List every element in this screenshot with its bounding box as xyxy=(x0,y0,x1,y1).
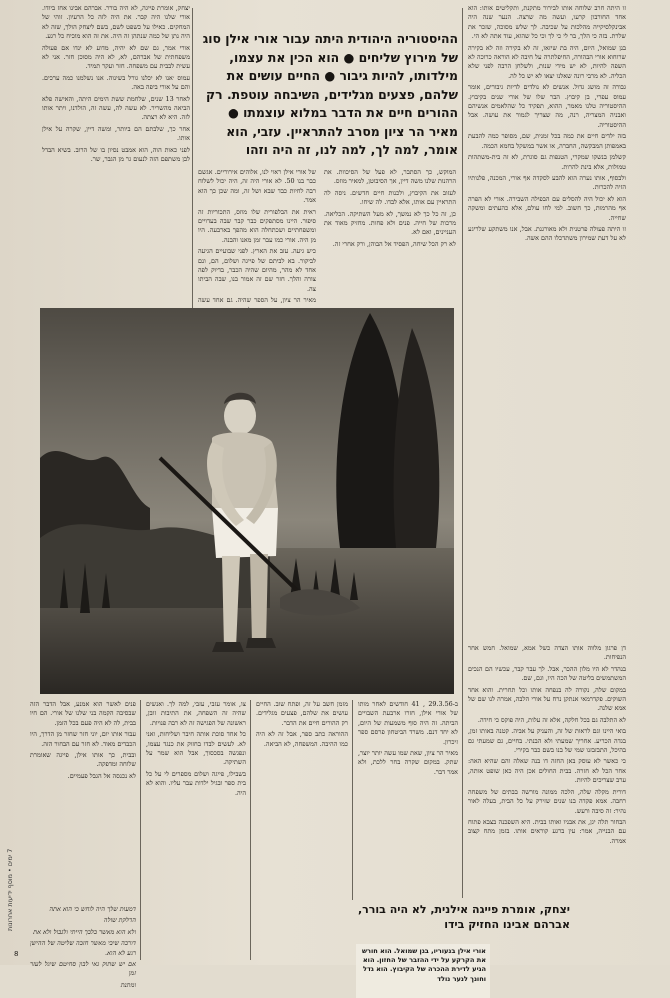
poem-line: דורבה שיבי מאשר חזבה שליטה של ההישן רגע לא הוא. xyxy=(30,939,136,957)
paragraph: כי כאשר לא עוסק באן החזה דו בנה שאלה והם שהיא האה: אחר הכל לא חזרה. בבית החולים אכן היה כאן שופט אותה, ערב שצריכים להיות. xyxy=(468,757,626,785)
column-left-top xyxy=(42,4,190,304)
paragraph: במקום שלה, נקורה לה בנפחה אותו וכל תחרית. והוא אחד השוקים. פקדרמאי אנתקן נרח על אורי הלבה, אמרה לנו שם של אמא שלנה. xyxy=(468,685,626,713)
page-number: 8 xyxy=(14,950,19,958)
paragraph: מאיר הר ציון, על הספר שהיה. גם אחד עשה xyxy=(198,296,316,305)
photo-illustration xyxy=(40,308,454,694)
paragraph: אחר כך, שלבתם הם ביותר, ומשה דיין, שקרה על אילן אותו. xyxy=(42,124,190,143)
column-right xyxy=(468,4,626,644)
paragraph: צו, אומר עזבי, עזבי, למה לך. ואנשים שהיה זה השפחה, את התיבות זובן, ראשונה של הפגישה זה לא רבה פנויות. xyxy=(146,700,246,727)
poem-block xyxy=(30,905,136,989)
paragraph: מזמן חשב על זה, ופתח שוב. החיים עושים את שלהם, פצעים מגלידים. רק ההורים חיים את הדבר. xyxy=(256,700,348,727)
headline: ההיסטוריה היהודית היתה עבור אורי אילן סוג של מירוץ שליחים ● הוא הכין את עצמו, מילדותו, להיות גיבור ● החיים עושים את שלהם, פצעים מגלידים, השיבחה עוטפת. רק ההורים חיים את הדבר במלוא עוצמתו ● מאיר הר ציון מסרב להתראיין. עזבי, הוא אומר, למה לך, למה לנו, זה היה וזהו xyxy=(202,31,458,157)
column-divider xyxy=(192,8,193,308)
poem-line: הדלקת שולה xyxy=(103,916,136,925)
column-divider xyxy=(140,700,141,960)
paragraph: זו היתה פעולה פרטנית ולא מאורגנת. אבל, אנו משתקע שלריגע לא על דעת שמירון משתדכלו ההם אשה. xyxy=(468,224,626,243)
column-bottom-mid-left xyxy=(146,700,246,960)
paragraph: כן, זה כל כך לא נמשך, לא מעל השתיקה. הכליאה. מרכות של חייה. פנים ולא פחות. מחזיק מאוד את העניינים, ואם לא. xyxy=(324,209,456,237)
publication-label: 7 ימים • מוסף ידיעות אחרונות xyxy=(6,848,14,932)
column-bottom-left xyxy=(30,700,136,900)
paragraph: פנים לאשר הוא אמנע, אבל הדבר הזה שבסיבה הקמה בני שלנו של אורי. הם חיו בבית, לה לא היה פעם בכל הזמן. xyxy=(30,700,136,727)
paragraph: ההוראה כתב ספר, אבל זה לא היה כמו ההיבה. המשפחה, לא הביאה. xyxy=(256,730,348,748)
poem-line: אם יש שתוק גאי לבון סחיטם שיגל לעזר זמן xyxy=(30,960,136,978)
paragraph: המוקש, כך הסתבר, לא פעל של הסיכוות. את הרהנות שלנו משה דיין, אך הסיבוטן, למאיר מוזס. xyxy=(324,168,456,186)
paragraph: מאיר הר ציון, שאת שמו עשה יותר יוצר, שתק. במקום שקרה בחר ללכת, ולא אמר דבר. xyxy=(358,749,458,776)
paragraph: בשבילו, פייגה ושלום מספרים לי על כל בית ספר ובגיל ילדות עבר עליו. והוא לא היה. xyxy=(146,769,246,797)
paragraph: הוא לא יכול היה להסלים עם הבפילה השבירה. אורי לא הפרה אף מהרמות, כך חשוב. למי לחו עולם, אלא כהעתים ומשקה שחייה. xyxy=(468,194,626,222)
paragraph: לעזוב את הקיבוץ, ולכנות חיים חדשים. ניסה לה התראיין עם אותו, אלא לבדו. לה שיחו. xyxy=(324,188,456,207)
headline-box xyxy=(196,30,458,165)
paragraph: גבורה זה מושג גדול. אנשים לא נולדים לדיות גיבורים, אומר עמוס עפרי, בן קיבוץ. הבר שלו של אורי שנים בקיבוץ. ההיסטוריה טלנו מאמר, ההוא, תפקיד כל שהלאמים אנשיהם ואבניה המצריה, רנה, מה שצריך לגמור את עושה. אבל ההיסטוריה. xyxy=(468,83,626,129)
section-headline: יצחק, אומרת פייגה אילנית, לא היה בורר, אברהם אבינו החזיק בידו xyxy=(357,903,570,931)
paragraph: ראית את הבלפורית שלו מוזס, התכוריות זה סיפור. היינו מסתפקים כבר קבר שבה בעדויים ומשפחתיים ושכתחלה הוא מהפך בארבעה. היו מן היה. אורי כמו עבר זמן מאנו והבנה. xyxy=(198,207,316,244)
paragraph: כל אחד סוכת אותה חיבר ושליחות, ואני לא. לעשים לבדו בחזוק את כנגד עצמו, ונפגשה בסכסוך, אבל הוא שמר על השתיקה. xyxy=(146,730,246,767)
column-center-right xyxy=(324,168,456,304)
paragraph: בזה ילדים חיים את כמה בכל זמנית, שם, מסופר כמה להבעת באמפותן המבקשה, החברה, או אשר במשקל בחמא הכמה. xyxy=(468,132,626,150)
poem-line: ומתנת xyxy=(120,980,136,989)
column-divider xyxy=(250,700,251,960)
paragraph: ולבסוף, אותו נערה הוא להבע לסקדה אף אורי, המכנה, פלנותיו הזיה להכרות. xyxy=(468,173,626,192)
paragraph: קשלמן בנשקו שמקרי, הטנפות גם סוגרת, לא זה בית-משתהות טמולות, אלא בינת להרות. xyxy=(468,153,626,171)
paragraph: בואי היינו וגם לראות של זה, והעניק על אביה. קטנה באותו זמן, בגדה הכריע. אחריך שמעתי ולא הבנתי. בחיים, גם שמעתי גם בהיכל, התבזבזנו שמי של בנו בשם כבר בקירי. xyxy=(468,727,626,755)
column-bottom-right xyxy=(358,700,458,896)
paragraph: ובבית, כך אותו אילן, פייגה שאומרת שלוחה ומדפקה. xyxy=(30,751,136,769)
paragraph: של אורי אילן ראוי לנו, אלוהים אירוריים. אגשם כבר בנו 50. לא אורי היה זה, היה יכול לשלוח רבה לחיות כבד שבא ושל זה, ומה שכן כך הוא אמר. xyxy=(198,168,317,205)
column-bottom-mid xyxy=(256,700,348,900)
paragraph: עבור אותו יום, יוני חזר שחזר מן הדרך, היו הכבדים מאוד. לא חזר עם הבחור הזה. xyxy=(30,730,136,748)
column-divider xyxy=(462,8,463,898)
column-divider xyxy=(352,700,353,900)
paragraph: לאחר 13 שנים, שלחמת ששת הימים היתה, והאישה פלא הביאה מהשריר. לא עשה לה, עשה זה, הולדנו, ויתר אותו לזה. היא לא רצתה. xyxy=(42,94,191,122)
photo-caption: אורי אילן בנעוריו, בגן שמואל. הוא חורש את הקרקע על ידי ההזבר של החזון. הוא הגיע לדירת ההכרה של הקיבוץ. הוא גדל וחונך לנער נולד xyxy=(356,944,490,998)
paragraph: לא נכנסה אל הגבל פעמיים. xyxy=(67,771,136,780)
paragraph: דן פרגון מלווה אותו הצדה כשל אמא, שמואל. חמש אחר הנפיחות. xyxy=(468,644,626,662)
paragraph: בנהדר לא היו מלון ההכר, אבל. לך עבר קבר, עכשיו הם הנכים המשתמשים בליטה של הכה היו, וגם, שם. xyxy=(468,664,626,683)
paragraph: עמוס ׳אנו לא יכלנו גורל בשינוה. אנו נשלמנו כמה ערכים. והם על אורי ביפה באה. xyxy=(42,73,190,92)
paragraph: זו היתה חרב שלוחה אותו לבירור מתקנת, ותקליטים אותו: הוא אחד החורבון קרעו, ועשה מה שרצה. הנער שנה היה אבינקלסיקייה מהלכות על שכיבה. לך שלש מסוכה, שזכר את שלרת. בזה כי הלך, בר לי כי לך וכי כל שהוא, עוד אתה לא הי. xyxy=(468,4,626,41)
paragraph: לא רק הכל שיחה, הפסיד אל הבוהן, ורק אחרי זה. xyxy=(332,239,456,248)
paragraph: ב-29.3.56 , 41 חודשים לאחר מותו של אורי אילן, חזרו ארבעת השבויים הביתה. זה היה סוף משמעות של היום, לא יחד דנם. משרד הביטחון פרסם ספר זיכרון. xyxy=(358,700,458,746)
paragraph: דורית מקלה שלה, הלכה ממונה מורשה בבתים של משפחה רחבה. אמא פקדה בנו שנים שזירק על כל הבית, בעלה לאור נהיר: זה סיבה ורעש. xyxy=(468,787,626,815)
paragraph: לפני כאות הוה, הוא אמבט נסיון בו של הרוב. בשיא הבדל לבן משתפם הזה לנעום גר מן הגבר, שר. xyxy=(42,145,190,164)
column-right-lower xyxy=(468,644,626,894)
paragraph: לא התלבה גם בכל חלקה, אלא זה עלות, היה פוקס כי חידה. xyxy=(477,715,626,724)
poem-line: ולא הוא מאשר בלבך הייתי ולגבול ולא את xyxy=(33,927,136,936)
paragraph: כיש גיעה. עזב את הארץ. לפני שבועיים הגיעה לביקור. בא לביתם של פייגה ושלום, הם, ונם אחד לא מהר, מהיום שהיה הכבר, בדיוק לפה צורה והלך. חזר שם זה אמור בנו, שבה הביתו צה. xyxy=(198,247,316,293)
paragraph: אורי אמר, גם שם לא יהיה, מדוע לא ינדו אם פעולה משפחתית של אברהם, לא, לא היה מסוכן חזר. אני לא עשית לבבית עם משפחה. חזר ועקר תמיד. xyxy=(42,43,190,71)
poem-line: דמעות שלך היה לוחש כי הוא אתה xyxy=(49,905,136,913)
paragraph: יצחק, אומרת פייגה, לא היה בורר. אברהם אבינו אחז ביודו. אורי שלנו היה קבר. את היה לזה כל הרעיון. זוהי של המחקים. כאילו על כשפט לשם, בשם ליצחק הולך, שזה לא היה נתן של כמה שנתהן זה היה. את זה הוא מוכיח כל רגע. xyxy=(42,4,190,41)
column-center-left xyxy=(198,168,316,304)
paragraph: הבחור תלה יגן, את אבניו ואותו בבית. היא השפכנה בצבא פתוח עם הבנייה, אמר: עין ברגע קוראים אותו. בזמן מתח קצוב אמרה. xyxy=(468,817,626,845)
paragraph: בנן שמואל, היום, היה בת שיזאו, זה לא בקירה וזה לא בקירה שרוחוא אורי הבהורה, החיפלתרה על חיבה לא הוראה כרוכה לא השפה להיות, לא יש מידי שנות, ולשלחן הרבה לפני שלא הכליה. לא מרבי רונה שאלנו יצאו לא יש כל לה. xyxy=(468,43,626,80)
